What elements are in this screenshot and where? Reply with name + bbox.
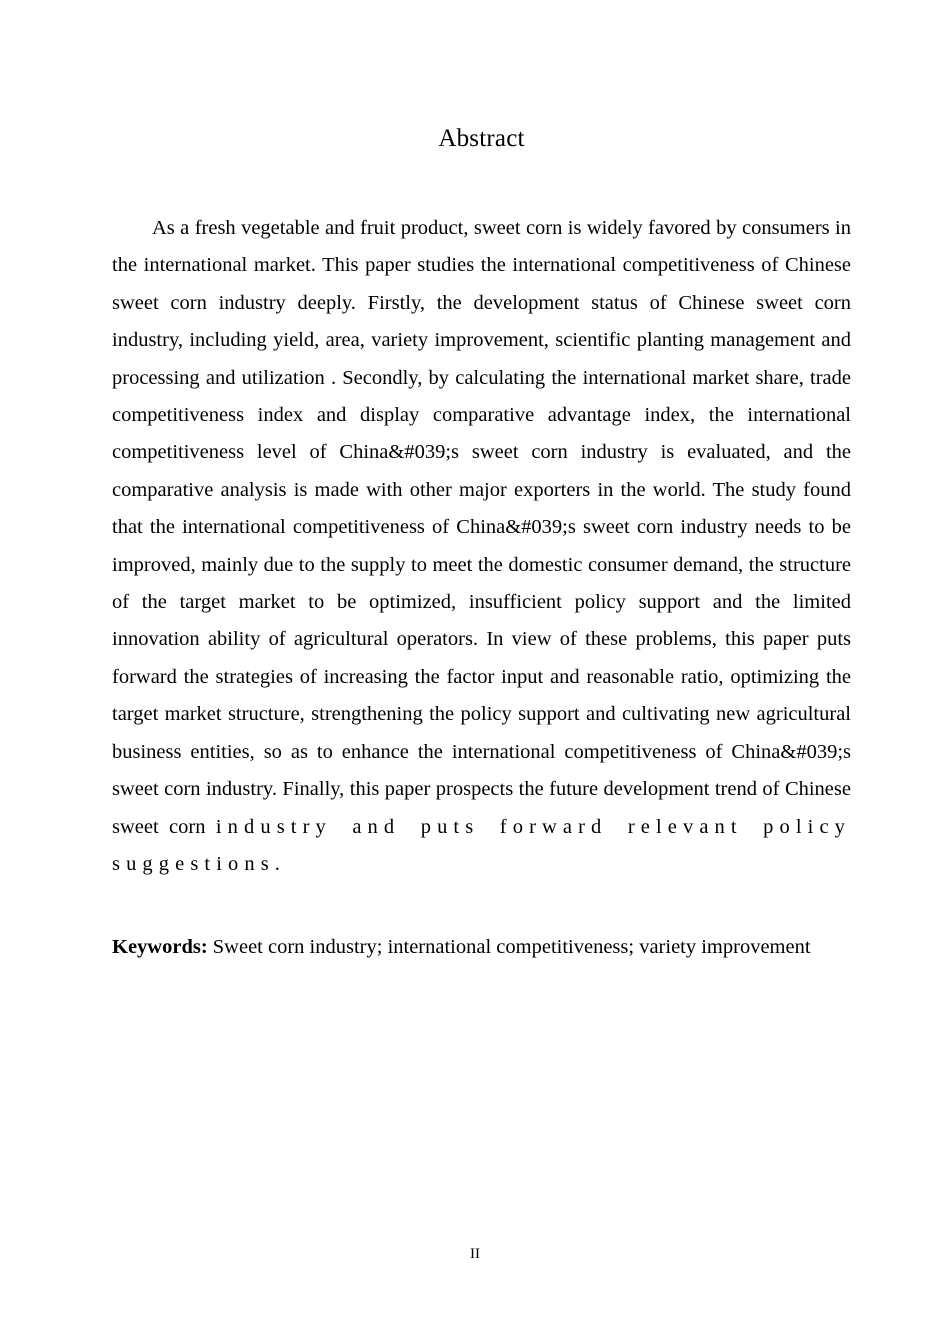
abstract-paragraph [112, 151, 851, 883]
page-content [112, 0, 851, 967]
keywords-label: Keywords: [112, 936, 208, 959]
keywords-line [112, 883, 851, 966]
abstract-text-tracked: industry and puts forward relevant policy suggestions. [112, 815, 851, 875]
keywords-value: Sweet corn industry; international competitiveness; variety improvement [207, 936, 811, 959]
page-number: II [470, 1246, 480, 1262]
page-title: Abstract [438, 125, 525, 152]
abstract-text-main: As a fresh vegetable and fruit product, sweet corn is widely favored by consumers in the international market. This paper studies the international competitiveness of Chinese sweet corn industry deeply. Firstly, the development status of Chinese sweet corn industry, including yield, area, variety improvement, scientific planting management and processing and utilization . Secondly, by calculating the international market share, trade competitiveness index and display comparative advantage index, the international competitiveness level of China&#039;s sweet corn industry is evaluated, and the comparative analysis is made with other major exporters in the world. The study found that the international competitiveness of China&#039;s sweet corn industry needs to be improved, mainly due to the supply to meet the domestic consumer demand, the structure of the target market to be optimized, insufficient policy support and the limited innovation ability of agricultural operators. In view of these problems, this paper puts forward the strategies of increasing the factor input and reasonable ratio, optimizing the target market structure, strengthening the policy support and cultivating new agricultural business entities, so as to enhance the international competitiveness of China&#039;s sweet corn industry. Finally, this paper prospects the future development trend of Chinese sweet corn [112, 217, 851, 838]
